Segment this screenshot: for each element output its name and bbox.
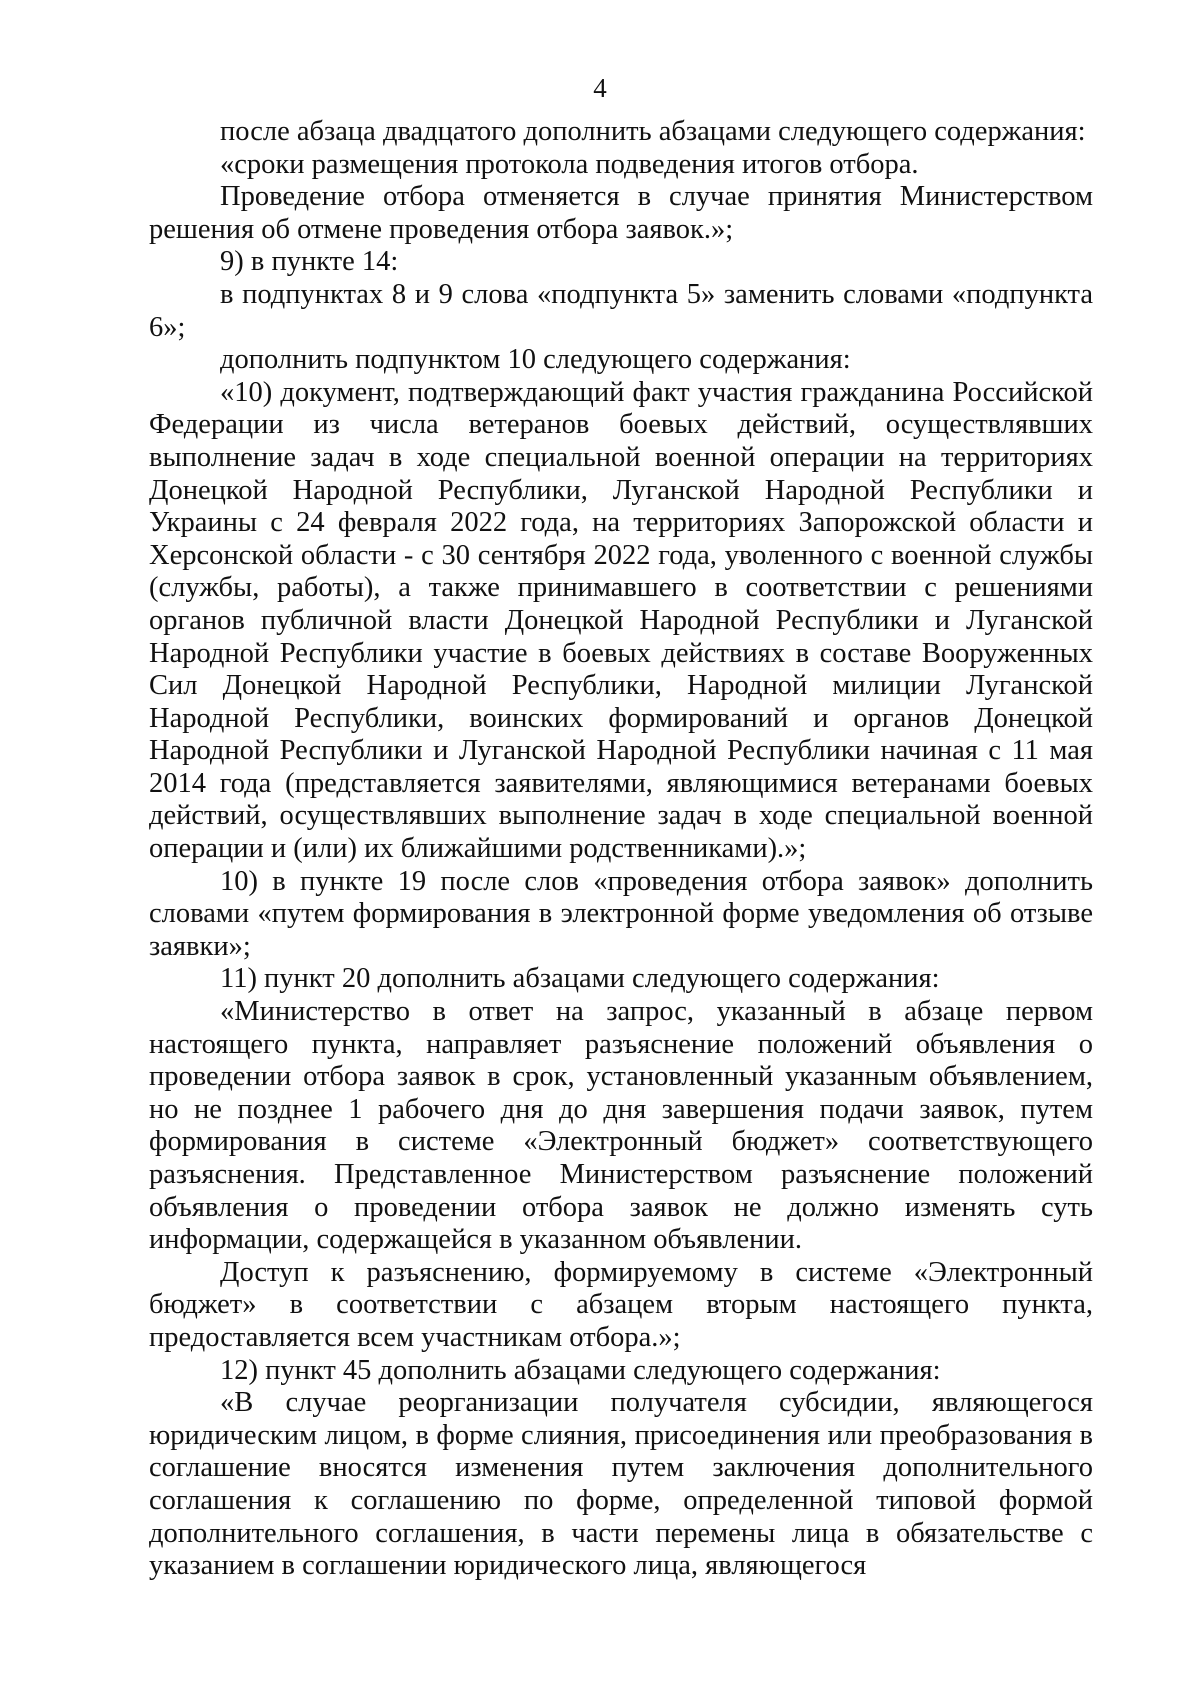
paragraph: Доступ к разъяснению, формируемому в системе «Электронный бюджет» в соответствии с абзацем вторым настоящего пункта, предоставляется всем участникам отбора.»; [149, 1256, 1093, 1353]
paragraph: Проведение отбора отменяется в случае принятия Министерством решения об отмене проведения отбора заявок.»; [149, 181, 1093, 245]
paragraph: дополнить подпунктом 10 следующего содержания: [220, 344, 851, 376]
paragraph: после абзаца двадцатого дополнить абзацами следующего содержания: [220, 116, 1086, 147]
paragraph: «В случае реорганизации получателя субсидии, являющегося юридическим лицом, в форме слияния, присоединения или преобразования в соглашение вносятся изменения путем заключения дополнительного соглашения к соглашению по форме, определенной типовой формой дополнительного соглашения, в части перемены лица в обязательстве с указанием в соглашении юридического лица, являющегося [149, 1387, 1093, 1582]
paragraph: «10) документ, подтверждающий факт участия гражданина Российской Федерации из числа ветеранов боевых действий, осуществлявших выполнение задач в ходе специальной военной операции на территориях Донецкой Народной Республики, Луганской Народной Республики и Украины с 24 февраля 2022 года, на территориях Запорожской области и Херсонской области - с 30 сентября 2022 года, уволенного с военной службы (службы, работы), а также принимавшего в соответствии с решениями органов публичной власти Донецкой Народной Республики и Луганской Народной Республики участие в боевых действиях в составе Вооруженных Сил Донецкой Народной Республики, Народной милиции Луганской Народной Республики, воинских формирований и органов Донецкой Народной Республики и Луганской Народной Республики начиная с 11 мая 2014 года (представляется заявителями, являющимися ветеранами боевых действий, осуществлявших выполнение задач в ходе специальной военной операции и (или) их ближайшими родственниками).»; [149, 376, 1093, 865]
paragraph: 9) в пункте 14: [220, 246, 399, 278]
paragraph: «сроки размещения протокола подведения итогов отбора. [220, 148, 919, 180]
paragraph: 11) пункт 20 дополнить абзацами следующего содержания: [220, 963, 940, 995]
paragraph: «Министерство в ответ на запрос, указанный в абзаце первом настоящего пункта, направляет разъяснение положений объявления о проведении отбора заявок в срок, установленный указанным объявлением, но не позднее 1 рабочего дня до дня завершения подачи заявок, путем формирования в системе «Электронный бюджет» соответствующего разъяснения. Представленное Министерством разъяснение положений объявления о проведении отбора заявок не должно изменять суть информации, содержащейся в указанном объявлении. [149, 996, 1093, 1256]
paragraph: 12) пункт 45 дополнить абзацами следующего содержания: [220, 1354, 941, 1386]
page-number: 4 [593, 73, 607, 103]
paragraph: 10) в пункте 19 после слов «проведения отбора заявок» дополнить словами «путем формирования в электронной форме уведомления об отзыве заявки»; [149, 865, 1093, 962]
paragraph: в подпунктах 8 и 9 слова «подпункта 5» заменить словами «подпункта 6»; [149, 278, 1093, 343]
document-body [149, 116, 1093, 1583]
